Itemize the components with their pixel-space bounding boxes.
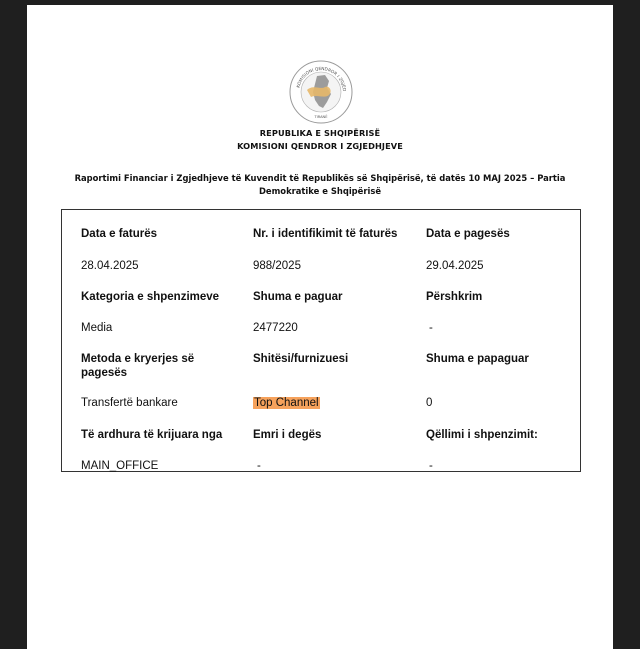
- seller-label: Shitësi/furnizuesi: [253, 353, 349, 365]
- income-source-value: MAIN_OFFICE: [81, 460, 159, 472]
- payment-method-value: Transfertë bankare: [81, 397, 178, 409]
- document-page: [27, 5, 613, 649]
- branch-name-value: -: [257, 460, 261, 472]
- invoice-date-value: 28.04.2025: [81, 260, 139, 272]
- description-label: Përshkrim: [426, 291, 483, 303]
- unpaid-amount-value: 0: [426, 397, 433, 409]
- report-title: Raportimi Financiar i Zgjedhjeve të Kuvendit të Republikës së Shqipërisë, të datës 10 MAJ 2025 – Partia Demokratike e Shqipërisë: [74, 173, 566, 196]
- expense-purpose-label: Qëllimi i shpenzimit:: [426, 429, 538, 441]
- branch-name-label: Emri i degës: [253, 429, 322, 441]
- payment-method-label: Metoda e kryerjes së pagesës: [81, 353, 195, 379]
- invoice-id-label: Nr. i identifikimit të faturës: [253, 228, 398, 240]
- amount-value: 2477220: [253, 322, 298, 334]
- seller-highlight: Top Channel: [254, 397, 319, 409]
- header-commission: KOMISIONI QENDROR I ZGJEDHJEVE: [237, 141, 403, 151]
- logo-bottom-text: TIRANË: [314, 115, 328, 119]
- invoice-id-value: 988/2025: [253, 260, 301, 272]
- income-source-label: Të ardhura të krijuara nga: [81, 429, 223, 441]
- seller-value: [253, 396, 418, 410]
- description-value: -: [429, 322, 433, 334]
- logo-ring-text: KOMISIONI QENDROR I ZGJED: [296, 66, 347, 92]
- payment-date-label: Data e pagesës: [426, 228, 510, 240]
- header-republic: REPUBLIKA E SHQIPËRISË: [259, 128, 381, 138]
- payment-date-value: 29.04.2025: [426, 260, 484, 272]
- amount-label: Shuma e paguar: [253, 291, 343, 303]
- invoice-details-box: [61, 209, 581, 472]
- expense-purpose-value: -: [429, 460, 433, 472]
- category-label: Kategoria e shpenzimeve: [81, 291, 220, 303]
- kqz-seal-icon: [289, 60, 353, 124]
- invoice-date-label: Data e faturës: [81, 228, 158, 240]
- unpaid-amount-label: Shuma e papaguar: [426, 353, 529, 365]
- category-value: Media: [81, 322, 113, 334]
